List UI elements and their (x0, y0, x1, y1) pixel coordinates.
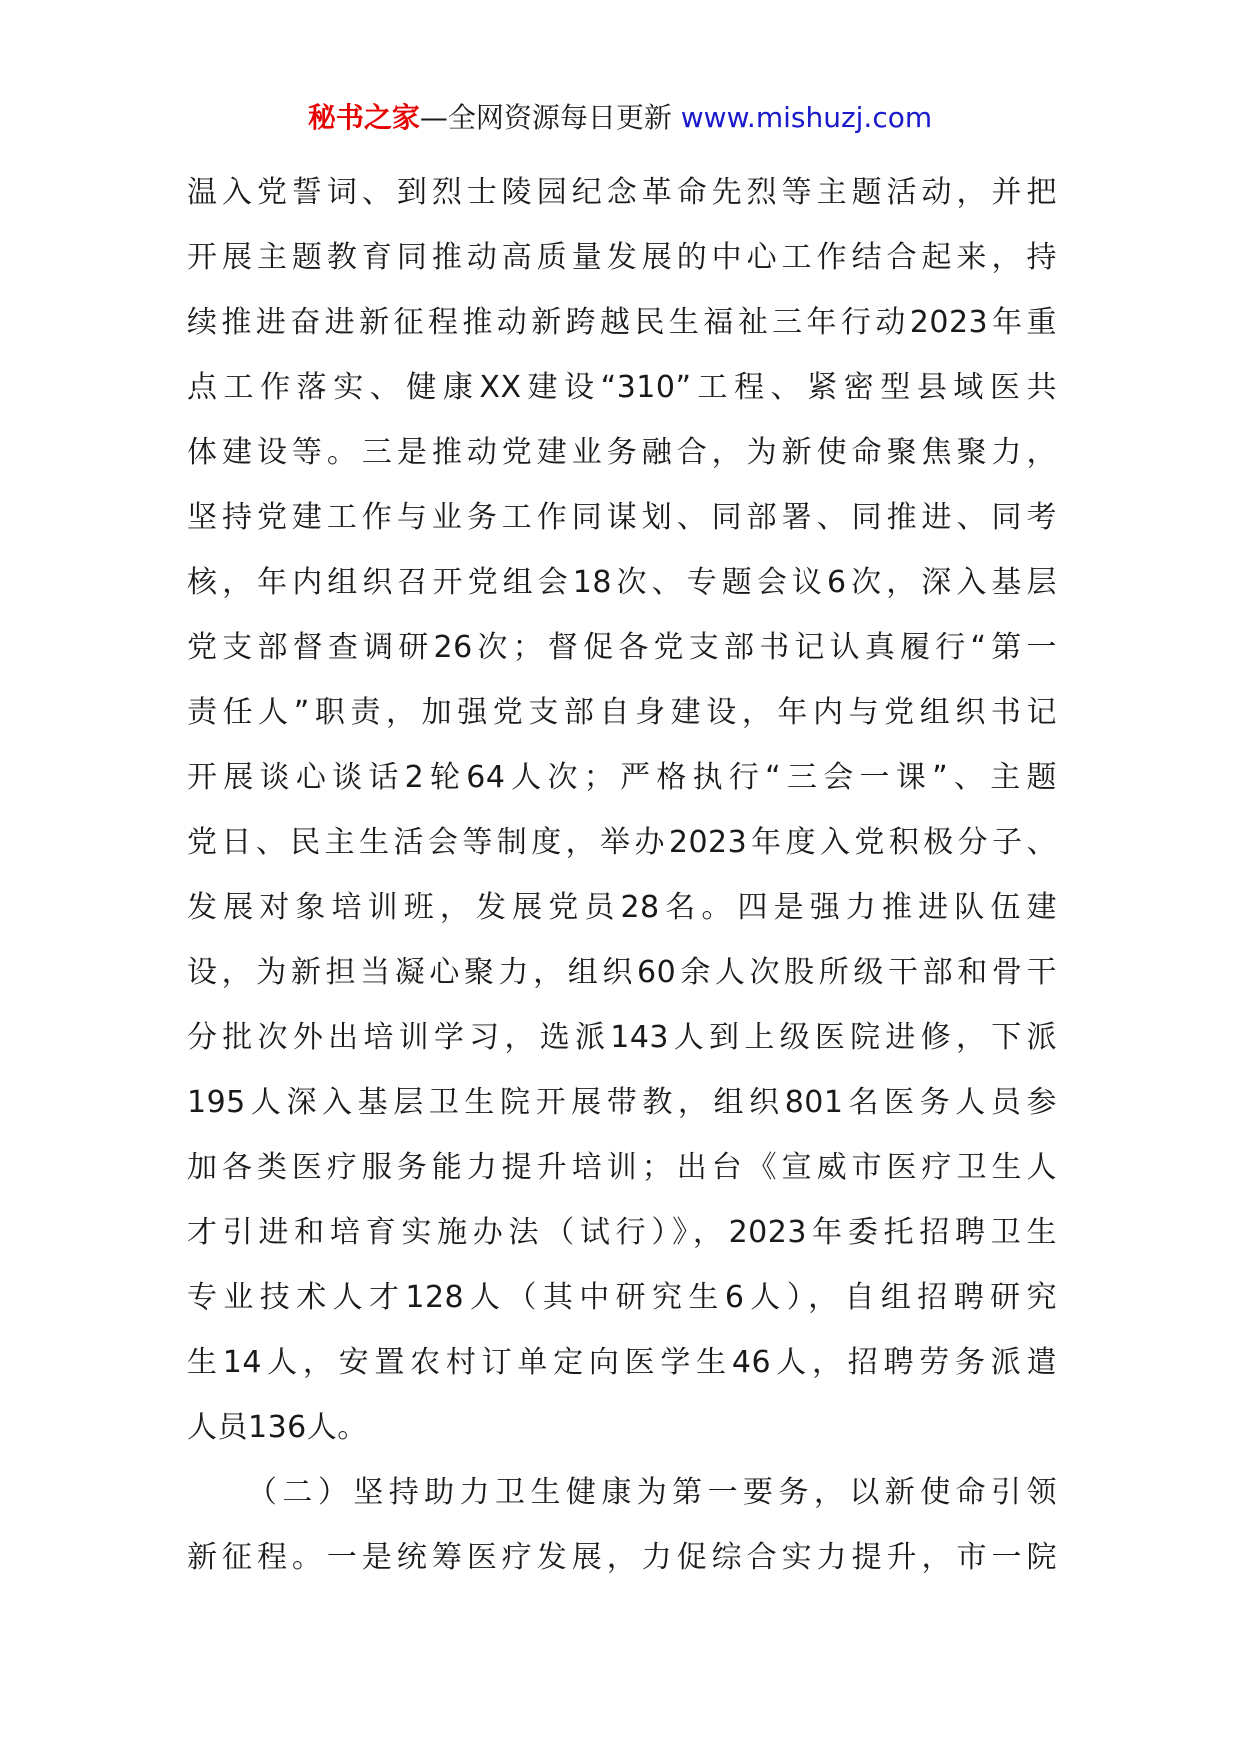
text-line: 党日、民主生活会等制度，举办2023年度入党积极分子、 (187, 825, 1057, 860)
page-header (0, 98, 1240, 138)
header-slogan: —全网资源每日更新 (419, 101, 681, 134)
paragraph-2 (187, 1460, 1057, 1590)
text-line: 责任人”职责，加强党支部自身建设，年内与党组织书记 (187, 695, 1057, 730)
text-line: 195人深入基层卫生院开展带教，组织801名医务人员参 (187, 1085, 1057, 1120)
text-line: 发展对象培训班，发展党员28名。四是强力推进队伍建 (187, 890, 1057, 925)
text-line: 分批次外出培训学习，选派143人到上级医院进修，下派 (187, 1020, 1057, 1055)
website-link[interactable]: www.mishuzj.com (680, 101, 933, 134)
text-line: 核，年内组织召开党组会18次、专题会议6次，深入基层 (187, 565, 1057, 600)
text-line: 新征程。一是统筹医疗发展，力促综合实力提升，市一院 (187, 1540, 1057, 1575)
text-line: 点工作落实、健康XX建设“310”工程、紧密型县域医共 (187, 370, 1057, 405)
paragraph-1 (187, 160, 1057, 1460)
text-line: 专业技术人才128人（其中研究生6人），自组招聘研究 (187, 1280, 1057, 1315)
text-line: 才引进和培育实施办法（试行）》，2023年委托招聘卫生 (187, 1215, 1057, 1250)
text-line: 续推进奋进新征程推动新跨越民生福祉三年行动2023年重 (187, 305, 1057, 340)
text-line: 加各类医疗服务能力提升培训；出台《宣威市医疗卫生人 (187, 1150, 1057, 1185)
text-line: 开展谈心谈话2轮64人次；严格执行“三会一课”、主题 (187, 760, 1057, 795)
document-body (187, 160, 1057, 1590)
text-line: 开展主题教育同推动高质量发展的中心工作结合起来，持 (187, 240, 1057, 275)
text-line: （二）坚持助力卫生健康为第一要务，以新使命引领 (247, 1475, 1057, 1510)
text-line: 坚持党建工作与业务工作同谋划、同部署、同推进、同考 (187, 500, 1057, 535)
text-line: 党支部督查调研26次；督促各党支部书记认真履行“第一 (187, 630, 1057, 665)
brand-name: 秘书之家 (307, 101, 420, 134)
text-line: 生14人，安置农村订单定向医学生46人，招聘劳务派遣 (187, 1345, 1057, 1380)
text-line: 温入党誓词、到烈士陵园纪念革命先烈等主题活动，并把 (187, 175, 1057, 210)
text-line: 人员136人。 (187, 1410, 368, 1445)
text-line: 设，为新担当凝心聚力，组织60余人次股所级干部和骨干 (187, 955, 1057, 990)
text-line: 体建设等。三是推动党建业务融合，为新使命聚焦聚力， (187, 435, 1057, 470)
